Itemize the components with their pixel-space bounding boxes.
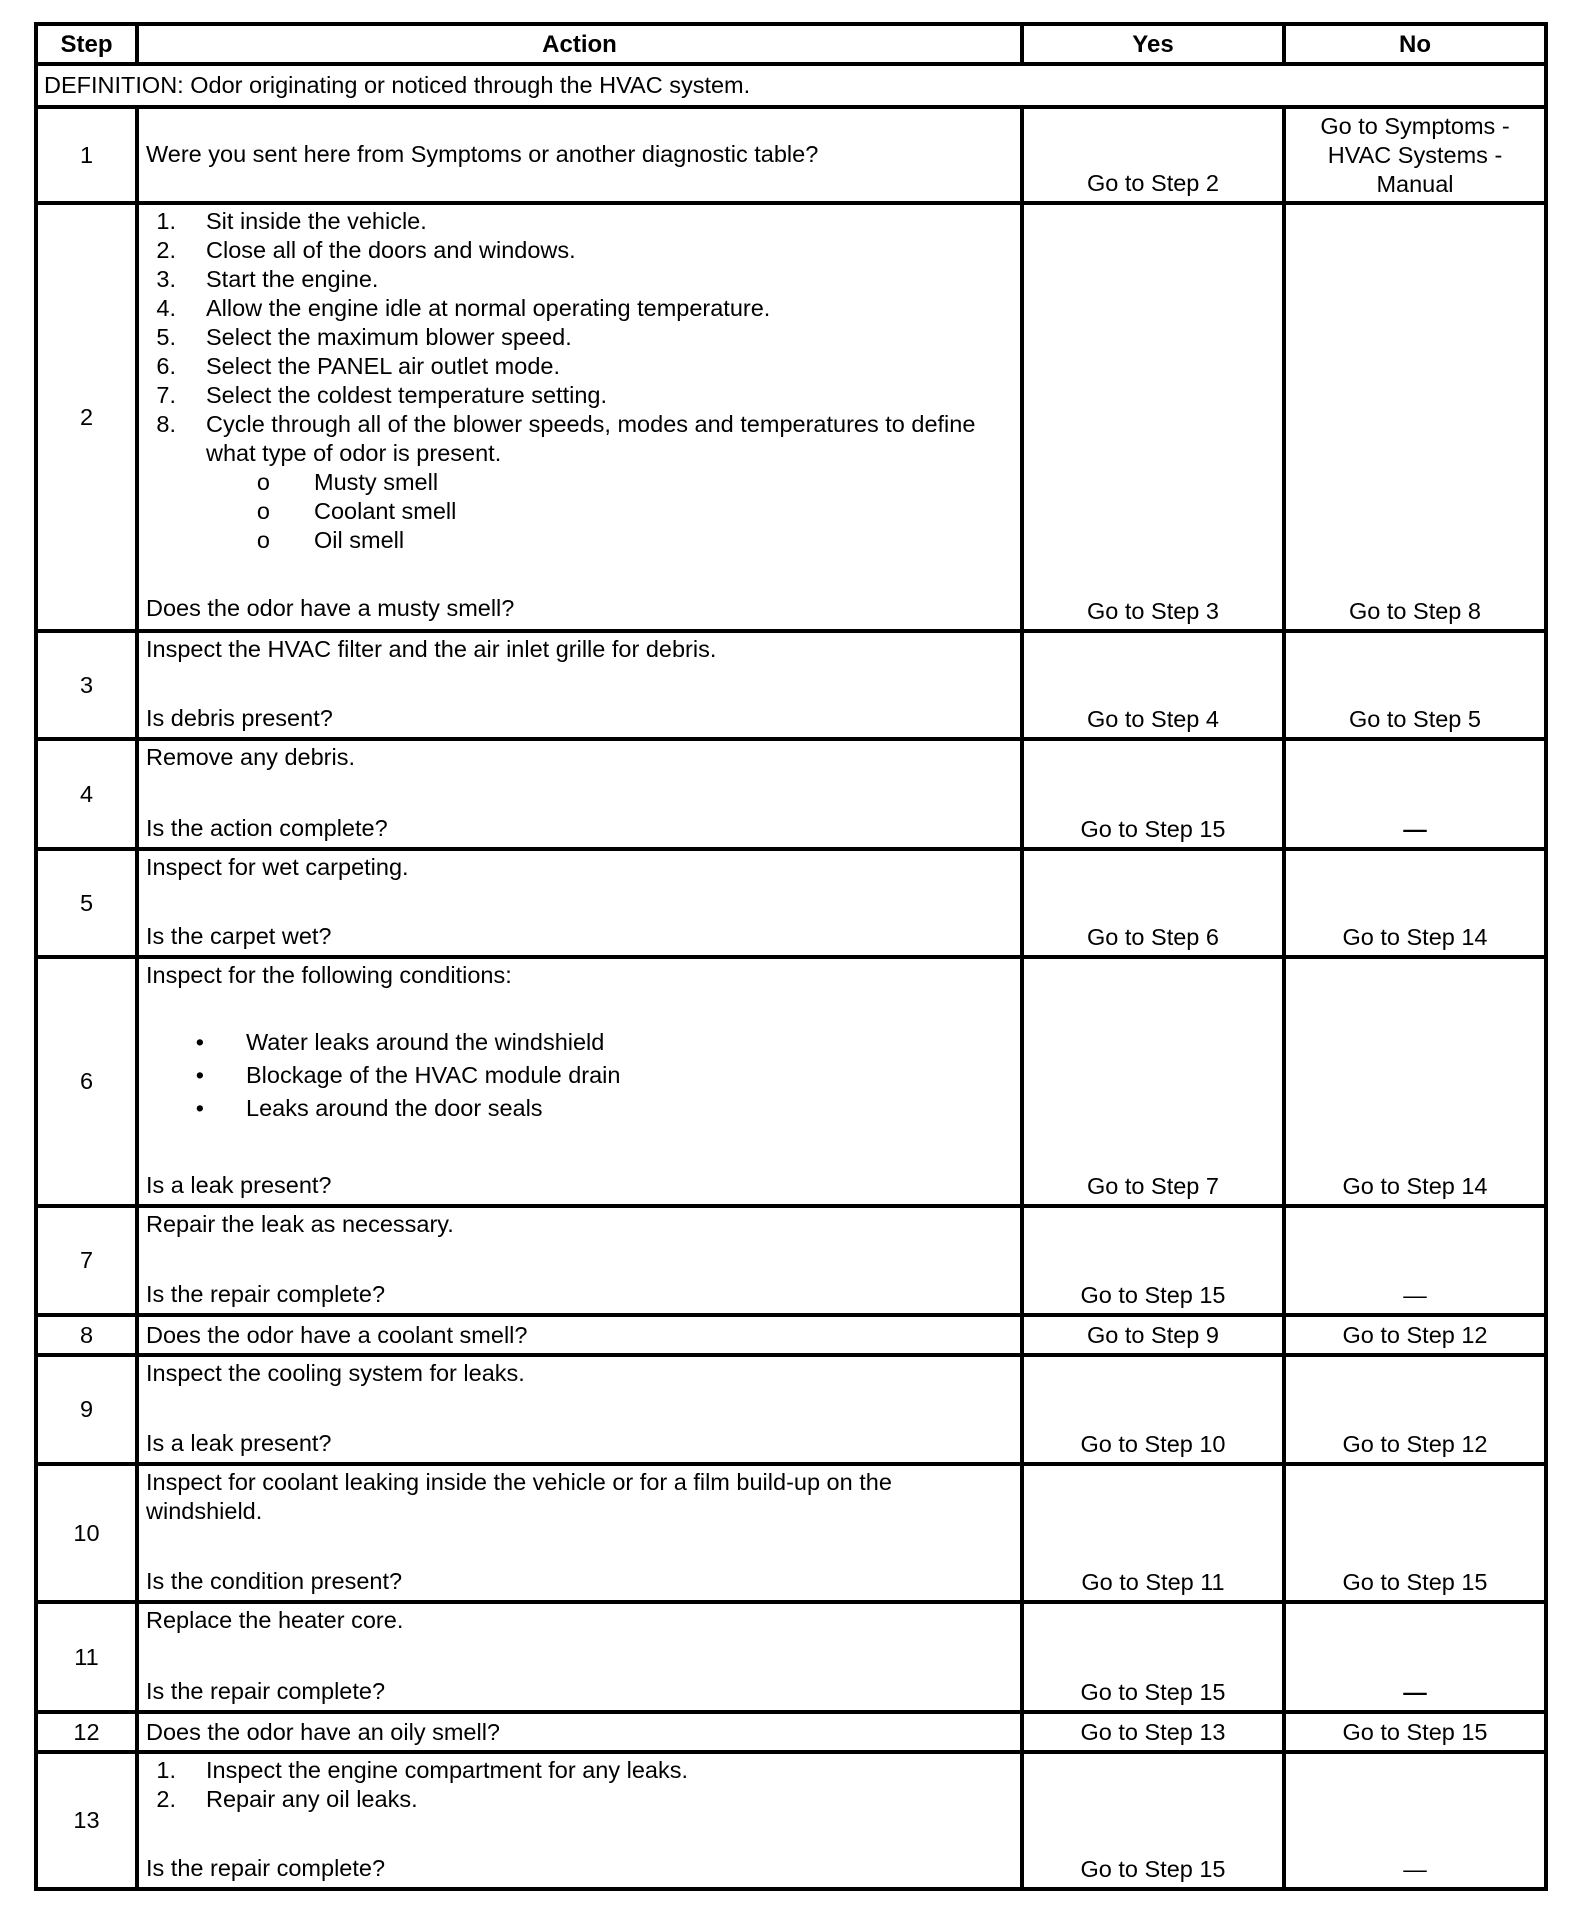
step-number: 12 [36,1712,137,1752]
yes-link[interactable]: Go to Step 15 [1022,1206,1284,1315]
step-question: Is a leak present? [146,1172,332,1198]
step-number: 2 [36,203,137,631]
step-action [137,631,1022,739]
definition-text: DEFINITION: Odor originating or noticed through the HVAC system. [36,64,1546,107]
step-question: Is the repair complete? [146,1855,386,1881]
step-number: 11 [36,1602,137,1712]
no-link[interactable] [1284,107,1546,203]
step-row-3 [36,631,1546,739]
step-question: Does the odor have an oily smell? [137,1712,1022,1752]
sub-item: o Oil smell [256,527,405,553]
no-link[interactable]: Go to Step 15 [1284,1712,1546,1752]
step-row-4 [36,739,1546,849]
yes-link[interactable]: Go to Step 6 [1022,849,1284,957]
step-number: 10 [36,1464,137,1602]
step-action [137,739,1022,849]
list-item: • Leaks around the door seals [195,1095,543,1121]
step-question: Is debris present? [146,705,333,731]
no-link[interactable]: Go to Step 5 [1284,631,1546,739]
yes-link[interactable]: Go to Step 9 [1022,1315,1284,1355]
step-question: Is the condition present? [146,1568,403,1594]
diagnostic-table [34,22,1548,1891]
no-link[interactable]: Go to Step 15 [1284,1464,1546,1602]
step-question: Does the odor have a musty smell? [146,595,515,621]
step-question: Is the repair complete? [146,1281,386,1307]
yes-link[interactable]: Go to Step 7 [1022,957,1284,1206]
header-yes: Yes [1022,24,1284,64]
list-item: 1. Sit inside the vehicle. [156,208,427,234]
no-link[interactable]: Go to Step 14 [1284,849,1546,957]
yes-link[interactable]: Go to Step 11 [1022,1464,1284,1602]
step-number: 9 [36,1355,137,1464]
step-question: Is the carpet wet? [146,923,332,949]
header-step: Step [36,24,137,64]
header-row [36,24,1546,64]
no-link: — [1284,739,1546,849]
list-item: • Water leaks around the windshield [195,1029,605,1055]
step-instruction: Inspect the HVAC filter and the air inlet grille for debris. [146,636,717,662]
yes-link[interactable]: Go to Step 10 [1022,1355,1284,1464]
step-instruction: Inspect for the following conditions: [146,962,512,988]
yes-link[interactable]: Go to Step 15 [1022,1752,1284,1889]
step-row-1 [36,107,1546,203]
step-action [137,849,1022,957]
yes-link[interactable]: Go to Step 4 [1022,631,1284,739]
list-item: 8. Cycle through all of the blower speeds, modes and temperatures to define what type of odor is present. [156,411,976,466]
no-link: — [1284,1752,1546,1889]
step-instruction: Replace the heater core. [146,1607,404,1633]
step-action [137,1752,1022,1889]
step-instruction: Remove any debris. [146,744,355,770]
sub-item: o Coolant smell [256,498,457,524]
yes-link[interactable]: Go to Step 13 [1022,1712,1284,1752]
step-number: 7 [36,1206,137,1315]
header-action: Action [137,24,1022,64]
yes-link[interactable]: Go to Step 15 [1022,1602,1284,1712]
no-link[interactable]: Go to Step 8 [1284,203,1546,631]
step-row-10 [36,1464,1546,1602]
numbered-steps [146,1756,1012,1814]
yes-link[interactable]: Go to Step 15 [1022,739,1284,849]
step-action [137,1206,1022,1315]
sub-item: o Musty smell [256,469,439,495]
step-number: 3 [36,631,137,739]
list-item: 1. Inspect the engine compartment for any leaks. [156,1757,689,1783]
step-number: 6 [36,957,137,1206]
list-item: • Blockage of the HVAC module drain [195,1062,621,1088]
step-action [137,1355,1022,1464]
list-item: 5. Select the maximum blower speed. [156,324,572,350]
step-instruction: Repair the leak as necessary. [146,1211,454,1237]
step-row-13 [36,1752,1546,1889]
step-number: 1 [36,107,137,203]
no-link[interactable]: Go to Step 12 [1284,1315,1546,1355]
step-row-12 [36,1712,1546,1752]
yes-link[interactable]: Go to Step 3 [1022,203,1284,631]
list-item: 2. Repair any oil leaks. [156,1786,418,1812]
step-action [137,1464,1022,1602]
step-question: Is a leak present? [146,1430,332,1456]
list-item: 3. Start the engine. [156,266,379,292]
step-question: Were you sent here from Symptoms or another diagnostic table? [137,107,1022,203]
step-row-7 [36,1206,1546,1315]
step-action [137,957,1022,1206]
no-link[interactable]: Go to Step 12 [1284,1355,1546,1464]
list-item: 4. Allow the engine idle at normal operating temperature. [156,295,771,321]
step-row-2 [36,203,1546,631]
step-question: Is the repair complete? [146,1678,386,1704]
step-instruction: Inspect for wet carpeting. [146,854,409,880]
step-question: Does the odor have a coolant smell? [137,1315,1022,1355]
no-link: — [1284,1206,1546,1315]
step-number: 5 [36,849,137,957]
step-number: 4 [36,739,137,849]
condition-list [146,1026,1012,1125]
definition-row [36,64,1546,107]
numbered-steps [146,207,1012,468]
step-number: 13 [36,1752,137,1889]
header-no: No [1284,24,1546,64]
list-item: 7. Select the coldest temperature setting. [156,382,608,408]
step-question: Is the action complete? [146,815,388,841]
list-item: 6. Select the PANEL air outlet mode. [156,353,560,379]
no-link-text: Go to Symptoms - HVAC Systems - Manual [1320,112,1510,197]
step-row-5 [36,849,1546,957]
step-row-11 [36,1602,1546,1712]
sub-list [146,468,1012,555]
step-instruction: Inspect for coolant leaking inside the vehicle or for a film build-up on the windshield. [146,1469,892,1524]
step-action [137,1602,1022,1712]
list-item: 2. Close all of the doors and windows. [156,237,576,263]
no-link[interactable]: Go to Step 14 [1284,957,1546,1206]
step-row-6 [36,957,1546,1206]
yes-link[interactable]: Go to Step 2 [1022,107,1284,203]
step-number: 8 [36,1315,137,1355]
no-link: — [1284,1602,1546,1712]
step-action [137,203,1022,631]
step-row-8 [36,1315,1546,1355]
step-instruction: Inspect the cooling system for leaks. [146,1360,525,1386]
step-row-9 [36,1355,1546,1464]
